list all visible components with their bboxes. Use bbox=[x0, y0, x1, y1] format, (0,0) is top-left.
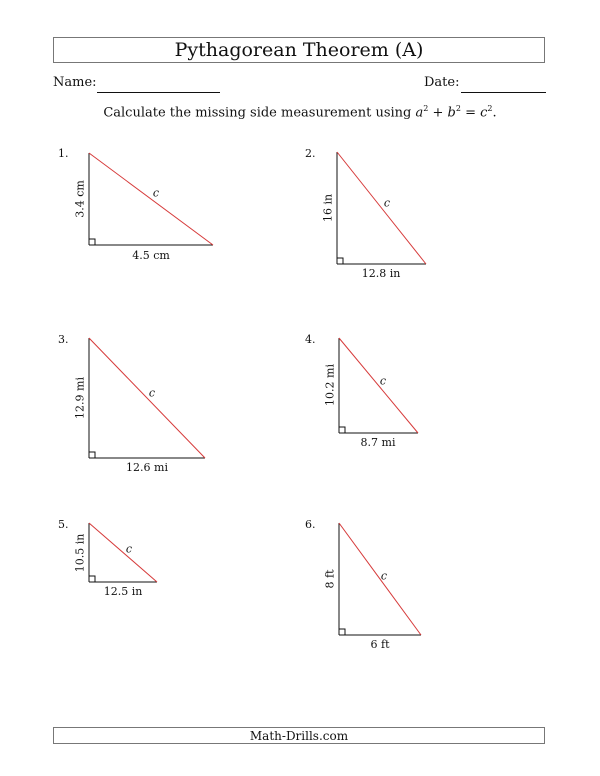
triangle-5-right-angle-marker bbox=[89, 576, 95, 582]
problem-3-vertical-label: 12.9 mi bbox=[73, 377, 87, 419]
triangle-4-hypotenuse bbox=[339, 338, 418, 433]
triangle-1 bbox=[89, 153, 213, 245]
triangle-3-right-angle-marker bbox=[89, 452, 95, 458]
problem-5-horizontal-label: 12.5 in bbox=[103, 585, 143, 598]
triangle-5-hypotenuse bbox=[89, 523, 157, 582]
problem-1-hypotenuse-label: c bbox=[152, 186, 160, 200]
formula-a-exp: 2 bbox=[423, 104, 429, 113]
problem-6-horizontal-label: 6 ft bbox=[370, 638, 390, 651]
triangle-2-right-angle-marker bbox=[337, 258, 343, 264]
triangle-5 bbox=[89, 523, 157, 582]
instructions-text: Calculate the missing side measurement using bbox=[103, 105, 412, 121]
problem-3-horizontal-label: 12.6 mi bbox=[126, 461, 168, 474]
problem-1-horizontal-label: 4.5 cm bbox=[132, 249, 170, 262]
triangle-1-right-angle-marker bbox=[89, 239, 95, 245]
formula-a: a bbox=[415, 105, 424, 121]
triangle-4-right-angle-marker bbox=[339, 427, 345, 433]
problem-2-number: 2. bbox=[305, 147, 316, 160]
formula-equals: = bbox=[460, 105, 481, 121]
triangle-2-hypotenuse bbox=[337, 152, 426, 264]
problem-3-number: 3. bbox=[58, 333, 69, 346]
date-label: Date: bbox=[424, 75, 460, 90]
problem-4-horizontal-label: 8.7 mi bbox=[360, 436, 396, 449]
worksheet-title: Pythagorean Theorem (A) bbox=[53, 37, 545, 63]
footer-site[interactable]: Math-Drills.com bbox=[53, 727, 545, 744]
triangle-3 bbox=[89, 338, 205, 458]
formula-c: c bbox=[480, 105, 488, 121]
problem-2-hypotenuse-label: c bbox=[383, 196, 391, 210]
triangle-2 bbox=[337, 152, 426, 264]
triangle-6-right-angle-marker bbox=[339, 629, 345, 635]
problem-1-number: 1. bbox=[58, 147, 69, 160]
problem-4-vertical-label: 10.2 mi bbox=[323, 364, 337, 406]
formula-plus: + bbox=[428, 105, 448, 121]
triangle-1-hypotenuse bbox=[89, 153, 213, 245]
formula-b: b bbox=[447, 105, 456, 121]
problem-6-vertical-label: 8 ft bbox=[323, 569, 337, 589]
problem-6-hypotenuse-label: c bbox=[380, 569, 388, 583]
problem-1-vertical-label: 3.4 cm bbox=[73, 180, 87, 218]
formula-c-exp: 2 bbox=[487, 104, 493, 113]
triangle-3-hypotenuse bbox=[89, 338, 205, 458]
problem-6-number: 6. bbox=[305, 518, 316, 531]
problem-4-number: 4. bbox=[305, 333, 316, 346]
formula-period: . bbox=[492, 105, 497, 121]
problem-4-hypotenuse-label: c bbox=[379, 374, 387, 388]
problem-5-hypotenuse-label: c bbox=[125, 542, 133, 556]
problem-5-number: 5. bbox=[58, 518, 69, 531]
name-label: Name: bbox=[53, 75, 97, 90]
problem-2-vertical-label: 16 in bbox=[321, 193, 335, 223]
problem-3-hypotenuse-label: c bbox=[148, 386, 156, 400]
formula-b-exp: 2 bbox=[455, 104, 461, 113]
problem-5-vertical-label: 10.5 in bbox=[73, 533, 87, 573]
triangle-4 bbox=[339, 338, 418, 433]
problem-2-horizontal-label: 12.8 in bbox=[361, 267, 401, 280]
